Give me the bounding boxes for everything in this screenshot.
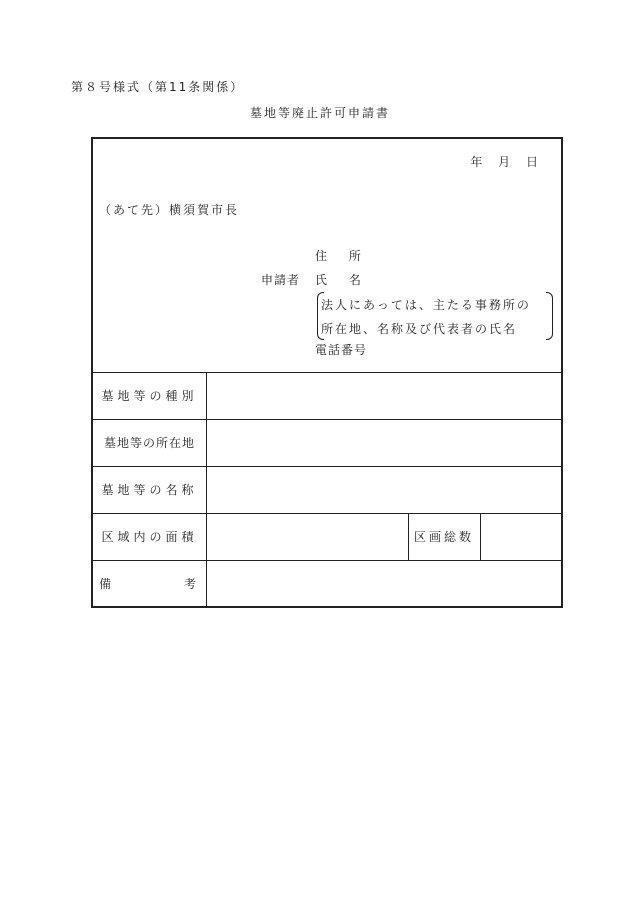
location-label: 墓地等の所在地 bbox=[103, 436, 195, 450]
total-plots-input[interactable] bbox=[481, 514, 563, 560]
type-input[interactable] bbox=[207, 373, 563, 419]
remarks-label bbox=[93, 561, 206, 607]
applicant-label: 申請者 bbox=[261, 273, 301, 287]
total-plots-label: 区画総数 bbox=[413, 530, 474, 544]
phone-label: 電話番号 bbox=[315, 343, 368, 357]
address-label: 住 所 bbox=[315, 249, 362, 263]
cemetery-name-input[interactable] bbox=[207, 467, 563, 513]
corp-note-line2: 所在地、名称及び代表者の氏名 bbox=[321, 322, 518, 336]
form-title: 墓地等廃止許可申請書 bbox=[250, 106, 391, 120]
name-label: 氏 名 bbox=[315, 273, 362, 287]
form-number: 第８号様式（第11条関係） bbox=[71, 80, 245, 94]
corp-note bbox=[321, 293, 531, 341]
corp-note-line1: 法人にあっては、主たる事務所の bbox=[321, 298, 531, 312]
remarks-input[interactable] bbox=[207, 561, 563, 607]
type-label: 墓地等の種別 bbox=[101, 389, 198, 403]
area-input[interactable] bbox=[207, 514, 407, 560]
area-label: 区域内の面積 bbox=[101, 530, 198, 544]
remarks-label-right: 考 bbox=[183, 577, 200, 591]
application-form bbox=[91, 137, 563, 608]
location-input[interactable] bbox=[207, 420, 563, 466]
corp-note-bracket-right bbox=[546, 292, 553, 340]
remarks-label-left: 備 bbox=[99, 577, 116, 591]
addressee: （あて先）横須賀市長 bbox=[99, 203, 240, 217]
date-field[interactable]: 年 月 日 bbox=[470, 155, 539, 169]
cemetery-name-label: 墓地等の名称 bbox=[101, 483, 198, 497]
